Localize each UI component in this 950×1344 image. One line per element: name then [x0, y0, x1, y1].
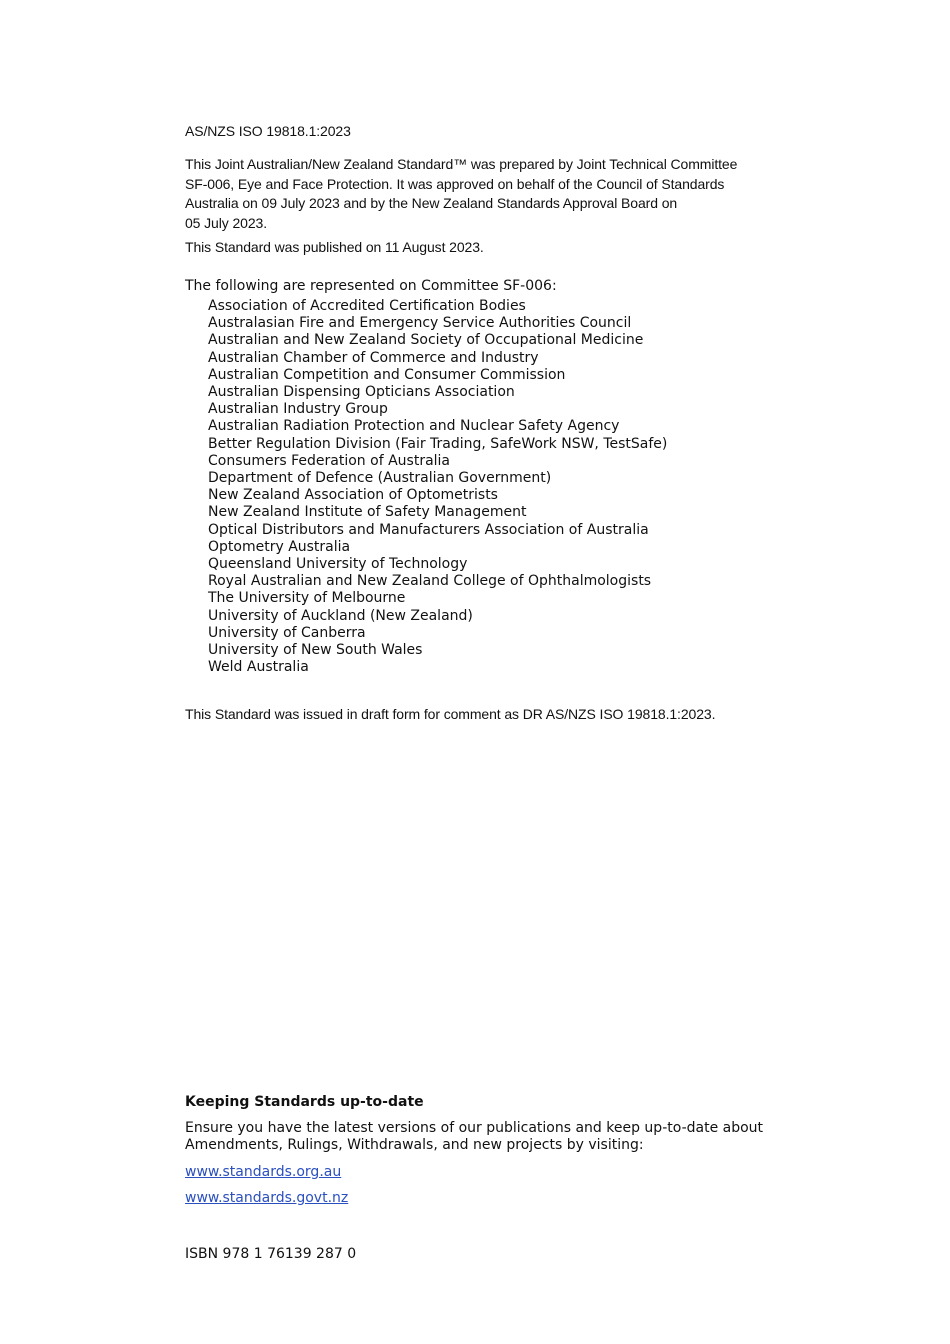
keeping-standards-heading: Keeping Standards up-to-date	[185, 1094, 424, 1110]
committee-member: Better Regulation Division (Fair Trading, SafeWork NSW, TestSafe)	[208, 435, 668, 452]
committee-member: University of Auckland (New Zealand)	[208, 607, 473, 624]
committee-member: Optometry Australia	[208, 538, 351, 555]
committee-member: Australian Chamber of Commerce and Industry	[208, 349, 539, 366]
committee-member: Optical Distributors and Manufacturers Association of Australia	[208, 521, 649, 538]
standards-au-link[interactable]: www.standards.org.au	[185, 1164, 342, 1180]
isbn: ISBN 978 1 76139 287 0	[185, 1246, 357, 1262]
committee-member: Consumers Federation of Australia	[208, 452, 451, 469]
committee-member: Association of Accredited Certification Bodies	[208, 298, 526, 314]
preparation-line: 05 July 2023.	[185, 214, 267, 231]
published-statement: This Standard was published on 11 August 2023.	[185, 239, 484, 255]
committee-member: Weld Australia	[208, 659, 309, 676]
committee-member-list	[208, 298, 667, 676]
preparation-line: This Joint Australian/New Zealand Standard™ was prepared by Joint Technical Committee	[185, 156, 738, 172]
draft-note: This Standard was issued in draft form for comment as DR AS/NZS ISO 19818.1:2023.	[185, 706, 716, 722]
committee-member: Australian and New Zealand Society of Occupational Medicine	[208, 332, 644, 349]
keeping-text-line: Ensure you have the latest versions of our publications and keep up-to-date about	[185, 1120, 764, 1136]
committee-member: New Zealand Association of Optometrists	[208, 487, 498, 504]
preparation-line: SF-006, Eye and Face Protection. It was approved on behalf of the Council of Standards	[185, 175, 725, 192]
keeping-standards-text	[185, 1120, 785, 1154]
committee-member: Australian Radiation Protection and Nuclear Safety Agency	[208, 418, 620, 435]
committee-member: University of New South Wales	[208, 642, 423, 659]
document-code: AS/NZS ISO 19818.1:2023	[185, 123, 351, 139]
standards-nz-link[interactable]: www.standards.govt.nz	[185, 1190, 349, 1206]
keeping-text-line: Amendments, Rulings, Withdrawals, and new projects by visiting:	[185, 1137, 644, 1154]
preparation-line: Australia on 09 July 2023 and by the New Zealand Standards Approval Board on	[185, 195, 678, 211]
committee-member: New Zealand Institute of Safety Management	[208, 504, 527, 521]
committee-member: Royal Australian and New Zealand College of Ophthalmologists	[208, 573, 652, 590]
committee-member: Department of Defence (Australian Government)	[208, 470, 552, 487]
committee-member: University of Canberra	[208, 624, 366, 641]
committee-member: Australasian Fire and Emergency Service Authorities Council	[208, 315, 632, 332]
committee-member: The University of Melbourne	[208, 590, 406, 607]
committee-member: Australian Dispensing Opticians Association	[208, 384, 515, 401]
committee-intro: The following are represented on Committee SF-006:	[185, 278, 557, 294]
committee-member: Queensland University of Technology	[208, 556, 468, 573]
committee-member: Australian Industry Group	[208, 401, 388, 418]
committee-member: Australian Competition and Consumer Commission	[208, 366, 566, 383]
preparation-paragraph	[185, 155, 765, 233]
